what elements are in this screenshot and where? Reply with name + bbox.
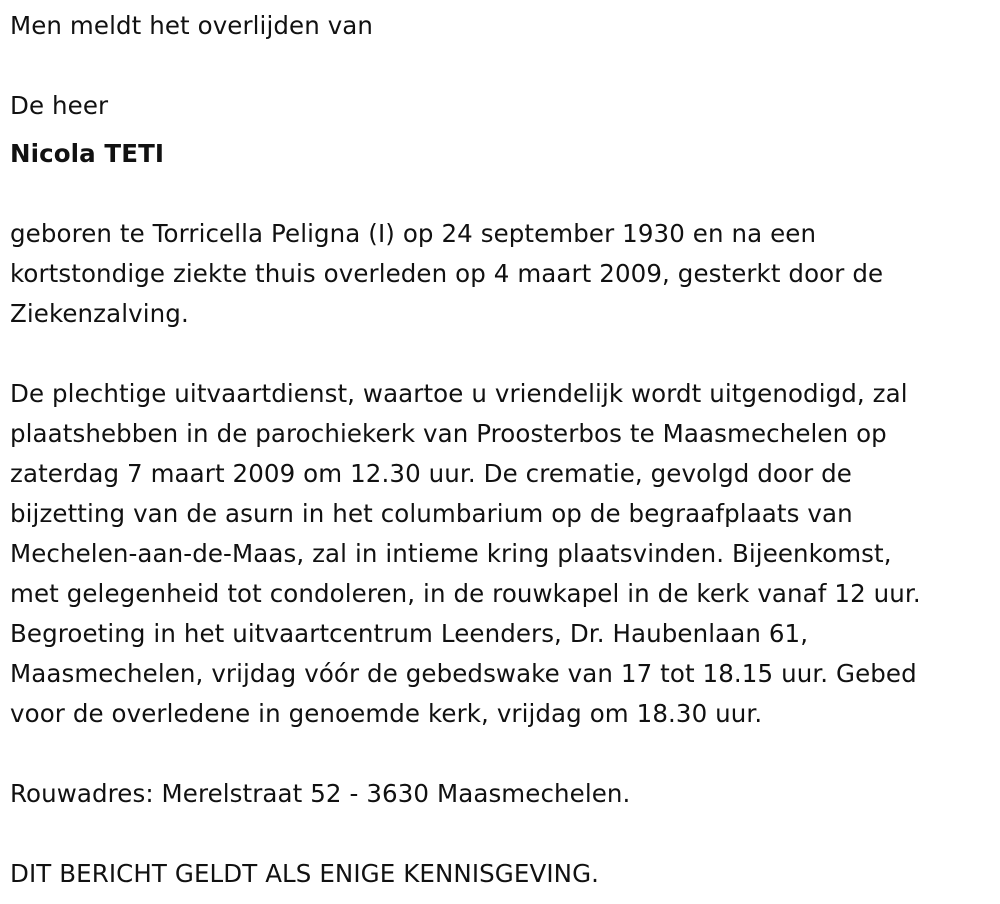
service-line: zaterdag 7 maart 2009 om 12.30 uur. De crematie, gevolgd door de xyxy=(10,459,852,488)
service-line: Begroeting in het uitvaartcentrum Leenders, Dr. Haubenlaan 61, xyxy=(10,619,809,648)
deceased-name: Nicola TETI xyxy=(10,139,165,168)
spacer xyxy=(10,174,992,214)
service-line: plaatshebben in de parochiekerk van Proosterbos te Maasmechelen op xyxy=(10,419,887,448)
salutation: De heer xyxy=(10,91,109,120)
service-line: De plechtige uitvaartdienst, waartoe u vriendelijk wordt uitgenodigd, zal xyxy=(10,379,908,408)
spacer xyxy=(10,334,992,374)
intro-line: Men meldt het overlijden van xyxy=(10,11,374,40)
service-line: voor de overledene in genoemde kerk, vrijdag om 18.30 uur. xyxy=(10,699,763,728)
spacer xyxy=(10,46,992,86)
birth-death-line: Ziekenzalving. xyxy=(10,299,189,328)
spacer xyxy=(10,814,992,854)
service-line: Maasmechelen, vrijdag vóór de gebedswake van 17 tot 18.15 uur. Gebed xyxy=(10,659,917,688)
service-line: Mechelen-aan-de-Maas, zal in intieme kring plaatsvinden. Bijeenkomst, xyxy=(10,539,892,568)
closing-statement: DIT BERICHT GELDT ALS ENIGE KENNISGEVING. xyxy=(10,859,600,888)
birth-death-line: geboren te Torricella Peligna (I) op 24 september 1930 en na een xyxy=(10,219,817,248)
service-line: bijzetting van de asurn in het columbarium op de begraafplaats van xyxy=(10,499,853,528)
mourning-address: Rouwadres: Merelstraat 52 - 3630 Maasmechelen. xyxy=(10,779,631,808)
death-notice xyxy=(10,6,992,894)
spacer xyxy=(10,734,992,774)
service-line: met gelegenheid tot condoleren, in de rouwkapel in de kerk vanaf 12 uur. xyxy=(10,579,921,608)
birth-death-line: kortstondige ziekte thuis overleden op 4 maart 2009, gesterkt door de xyxy=(10,259,884,288)
